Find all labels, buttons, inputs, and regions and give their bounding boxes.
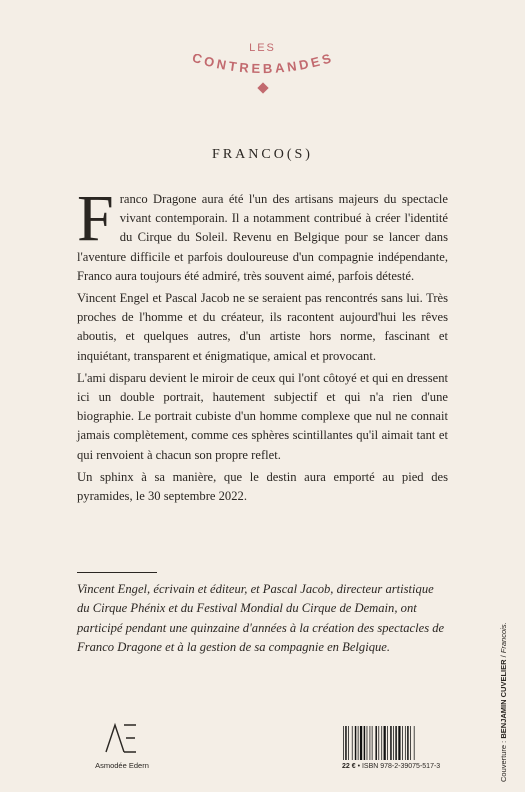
credit-source: Francois. xyxy=(499,622,508,654)
divider xyxy=(77,572,157,573)
price-isbn xyxy=(342,763,462,770)
publisher-mark-icon xyxy=(102,722,142,754)
book-title: FRANCO(S) xyxy=(212,147,313,162)
svg-text:CONTREBANDES xyxy=(190,54,335,76)
paragraph-3: L'ami disparu devient le miroir de ceux qui l'ont côtoyé et qui en dressent ici un double portrait, hautement subjectif et qui n'a rien d'une biographie. Le portrait cubiste d'un homme complexe que nul ne connait jamais complètement, comme ces sphères scintillantes qu'il aimait tant et qui renvoient à chacun son propre reflet. xyxy=(77,370,448,462)
credit-separator: / xyxy=(499,653,508,660)
logo-les: LES xyxy=(249,42,276,54)
publisher-name: Asmodée Edern xyxy=(95,761,149,770)
price: 22 € xyxy=(342,763,356,770)
cover-credit xyxy=(498,612,510,782)
paragraph-2: Vincent Engel et Pascal Jacob ne se seraient pas rencontrés sans lui. Très proches de l'homme et du créateur, ils racontent aujourd'hui les rêves aboutis, et quelques autres, d'un artiste hors norme, fascinant et inquiétant, transparent et énigmatique, amical et provocant. xyxy=(77,291,448,363)
isbn: • ISBN 978-2-39075-517-3 xyxy=(355,763,441,770)
barcode-icon xyxy=(342,726,420,760)
series-logo xyxy=(0,42,525,92)
authors-bio: Vincent Engel, écrivain et éditeur, et Pascal Jacob, directeur artistique du Cirque Phénix et du Festival Mondial du Cirque de Demain, ont participé pendant une quinzaine d'années à la création des spectacles de Franco Dragone et à la gestion de sa compagnie en Belgique. xyxy=(77,582,445,655)
drop-cap: F xyxy=(77,182,114,255)
paragraph-4: Un sphinx à sa manière, que le destin aura emporté au pied des pyramides, le 30 septembre 2022. xyxy=(77,469,448,504)
paragraph-1-text: ranco Dragone aura été l'un des artisans majeurs du spectacle vivant contemporain. Il a notamment contribué à créer l'identité du Cirque du Soleil. Revenu en Belgique pour se lancer dans l'aventure difficile et parfois douloureuse d'un compagnie indépendante, Franco aura toujours été admiré, très souvent aimé, parfois détesté. xyxy=(77,192,448,283)
back-cover-text xyxy=(77,182,448,509)
credit-name: BENJAMIN CUVELIER xyxy=(499,659,508,739)
publisher-logo xyxy=(87,722,157,770)
paragraph-1 xyxy=(77,182,448,286)
credit-prefix: Couverture : xyxy=(499,738,508,782)
logo-contrebandes: CONTREBANDES xyxy=(190,54,335,77)
